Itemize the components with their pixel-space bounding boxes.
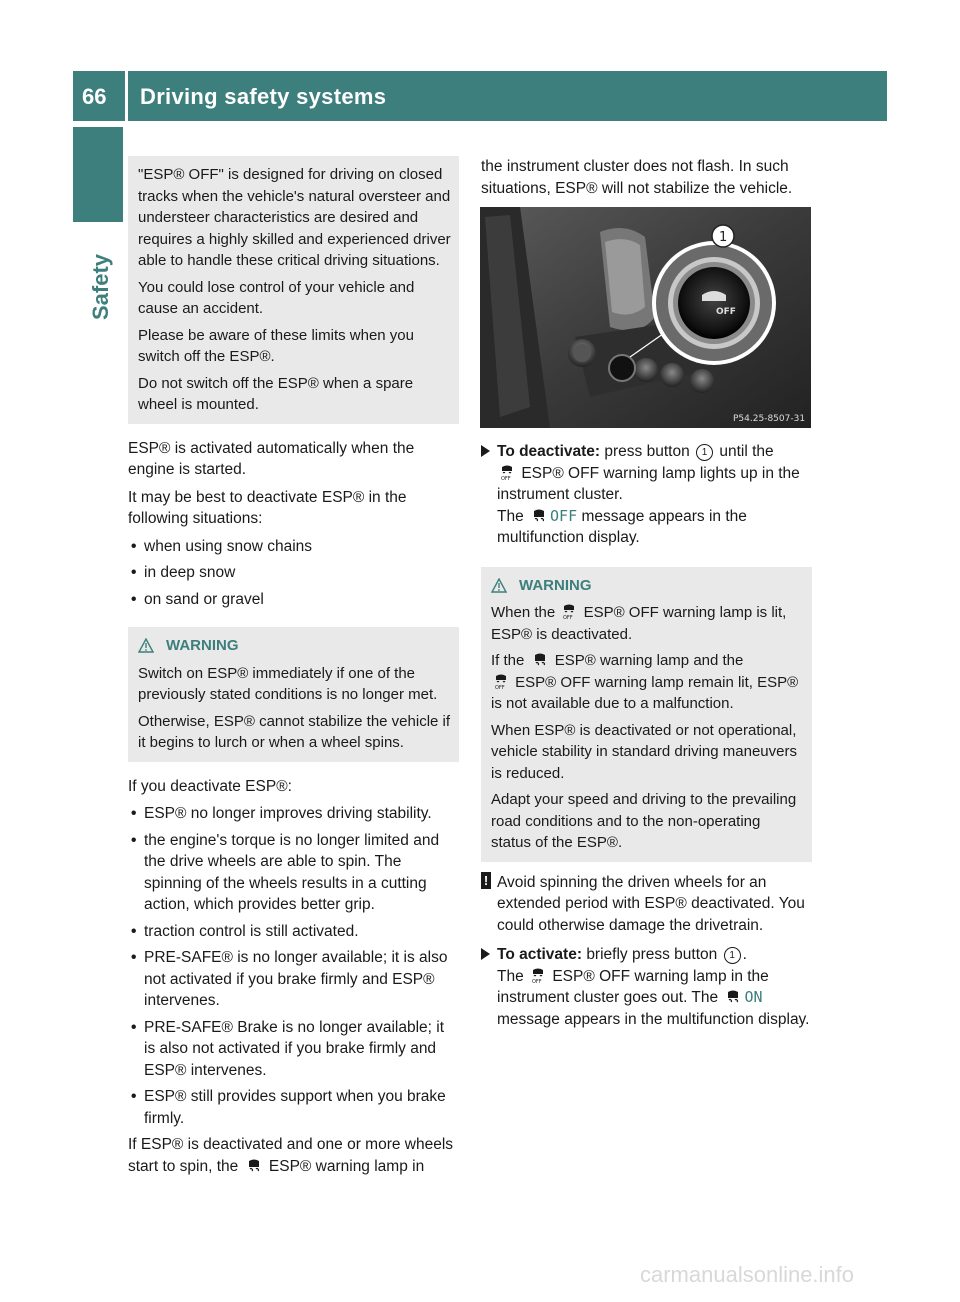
text: message appears in the multifunction display. [497,1010,810,1028]
warning-paragraph [491,602,804,645]
paragraph [128,1134,459,1177]
list-item: • when using snow chains [128,536,459,558]
warning-triangle-icon [491,578,507,593]
warning-heading-text: WARNING [166,637,239,654]
text: When the [491,604,556,621]
display-message-off: OFF [550,506,578,525]
list-item: • in deep snow [128,562,459,584]
list-item: • ESP® no longer improves driving stability. [128,803,459,825]
list-item: • on sand or gravel [128,589,459,611]
step-label: To activate: [497,946,582,963]
esp-off-lamp-icon [562,603,576,620]
text: ESP® OFF warning lamp lights up in the instrument cluster. [497,464,800,503]
text: ESP® warning lamp in [268,1157,425,1175]
esp-icon [725,988,741,1005]
paragraph: It may be best to deactivate ESP® in the following situations: [128,488,407,527]
paragraph: the instrument cluster does not flash. In such situations, ESP® will not stabilize the vehicle. [481,158,793,197]
paragraph: If you deactivate ESP®: [128,777,292,795]
list-item: • PRE-SAFE® is no longer available; it is also not activated if you brake firmly and ESP® intervenes. [128,947,459,1012]
callout-number: 1 [724,947,741,964]
text: ESP® OFF warning lamp is lit, ESP® is deactivated. [491,604,787,643]
caution-icon: ! [481,872,491,889]
warning-paragraph: When ESP® is deactivated or not operational, vehicle stability in standard driving maneuvers is reduced. [491,721,797,782]
warning-paragraph: Otherwise, ESP® cannot stabilize the vehicle if it begins to lurch or when a wheel spins. [138,712,451,751]
step-arrow-icon [481,948,490,960]
page-number: 66 [82,84,107,109]
warning-triangle-icon [138,638,154,653]
box-paragraph: Do not switch off the ESP® when a spare wheel is mounted. [138,374,414,413]
svg-text:OFF: OFF [501,475,511,481]
side-tab-block [73,127,123,222]
console-photo-image [480,207,811,428]
photo-button-label: OFF [716,307,736,317]
step-label: To deactivate: [497,443,601,460]
box-paragraph: "ESP® OFF" is designed for driving on closed tracks when the vehicle's natural oversteer and understeer characteristics are desired and requires a highly skilled and experienced driver able to handle these critical driving situations. [138,166,451,269]
effects-list [128,803,459,1129]
list-item: • the engine's torque is no longer limited and the drive wheels are able to spin. The spinning of the wheels results in a cutting action, which provides better grip. [128,830,459,916]
deactivate-step [481,441,812,549]
esp-off-lamp-icon [494,673,508,690]
svg-text:OFF: OFF [532,978,542,984]
text: ESP® warning lamp and the [554,652,744,669]
text: The [497,967,524,985]
esp-off-lamp-icon [500,464,514,481]
box-paragraph: You could lose control of your vehicle and cause an accident. [138,278,415,317]
esp-warning-lamp-icon [246,1157,262,1174]
step-arrow-icon [481,445,490,457]
text: press button [604,443,690,460]
warning-box [481,567,812,862]
esp-warning-lamp-icon [532,651,548,668]
caution-text: Avoid spinning the driven wheels for an extended period with ESP® deactivated. You could otherwise damage the drivetrain. [497,873,805,934]
section-title: Driving safety systems [140,84,387,109]
photo-callout: 1 [719,230,728,245]
text: . [742,946,747,963]
warning-continued-box [128,156,459,424]
text: ESP® OFF warning lamp in the instrument cluster goes out. The [497,967,769,1006]
left-column [128,156,459,1183]
text: If ESP® is deactivated and one or more wheels start to spin, the [128,1136,454,1175]
paragraph: ESP® is activated automatically when the engine is started. [128,439,415,478]
right-column [481,156,812,205]
list-item: • PRE-SAFE® Brake is no longer available; it is also not activated if you brake firmly and ESP® intervenes. [128,1017,459,1082]
situations-list [128,536,459,611]
list-item: • traction control is still activated. [128,921,459,943]
esp-off-lamp-icon [531,967,545,984]
warning-paragraph: Adapt your speed and driving to the prevailing road conditions and to the non-operating status of the ESP®. [491,791,797,851]
box-paragraph: Please be aware of these limits when you switch off the ESP®. [138,326,414,365]
warning-paragraph: Switch on ESP® immediately if one of the previously stated conditions is no longer met. [138,664,438,703]
side-tab [88,240,113,320]
photo-code: P54.25-8507-31 [733,414,806,424]
warning-heading [138,635,451,657]
warning-box [128,627,459,762]
text: ESP® OFF warning lamp remain lit, ESP® is not available due to a malfunction. [491,673,799,712]
text: The [497,507,524,525]
display-message-on: ON [744,988,763,1006]
text: until the [719,443,774,460]
text: message appears in the multifunction display. [497,507,747,546]
right-column-lower [481,441,812,1038]
caution-note [481,872,812,937]
side-tab-label: Safety [88,253,113,320]
svg-text:OFF: OFF [563,615,574,620]
list-item: • ESP® still provides support when you brake firmly. [128,1086,459,1129]
esp-icon [531,507,547,524]
svg-text:OFF: OFF [495,684,505,690]
header-divider [125,71,128,121]
warning-heading-text: WARNING [519,576,592,594]
text: briefly press button [586,946,718,963]
text: If the [491,652,525,669]
warning-paragraph [491,650,804,715]
watermark: carmanualsonline.info [640,1262,855,1287]
callout-number: 1 [696,444,713,461]
activate-step [481,944,812,1030]
console-photo [480,207,811,428]
warning-heading [491,575,804,597]
